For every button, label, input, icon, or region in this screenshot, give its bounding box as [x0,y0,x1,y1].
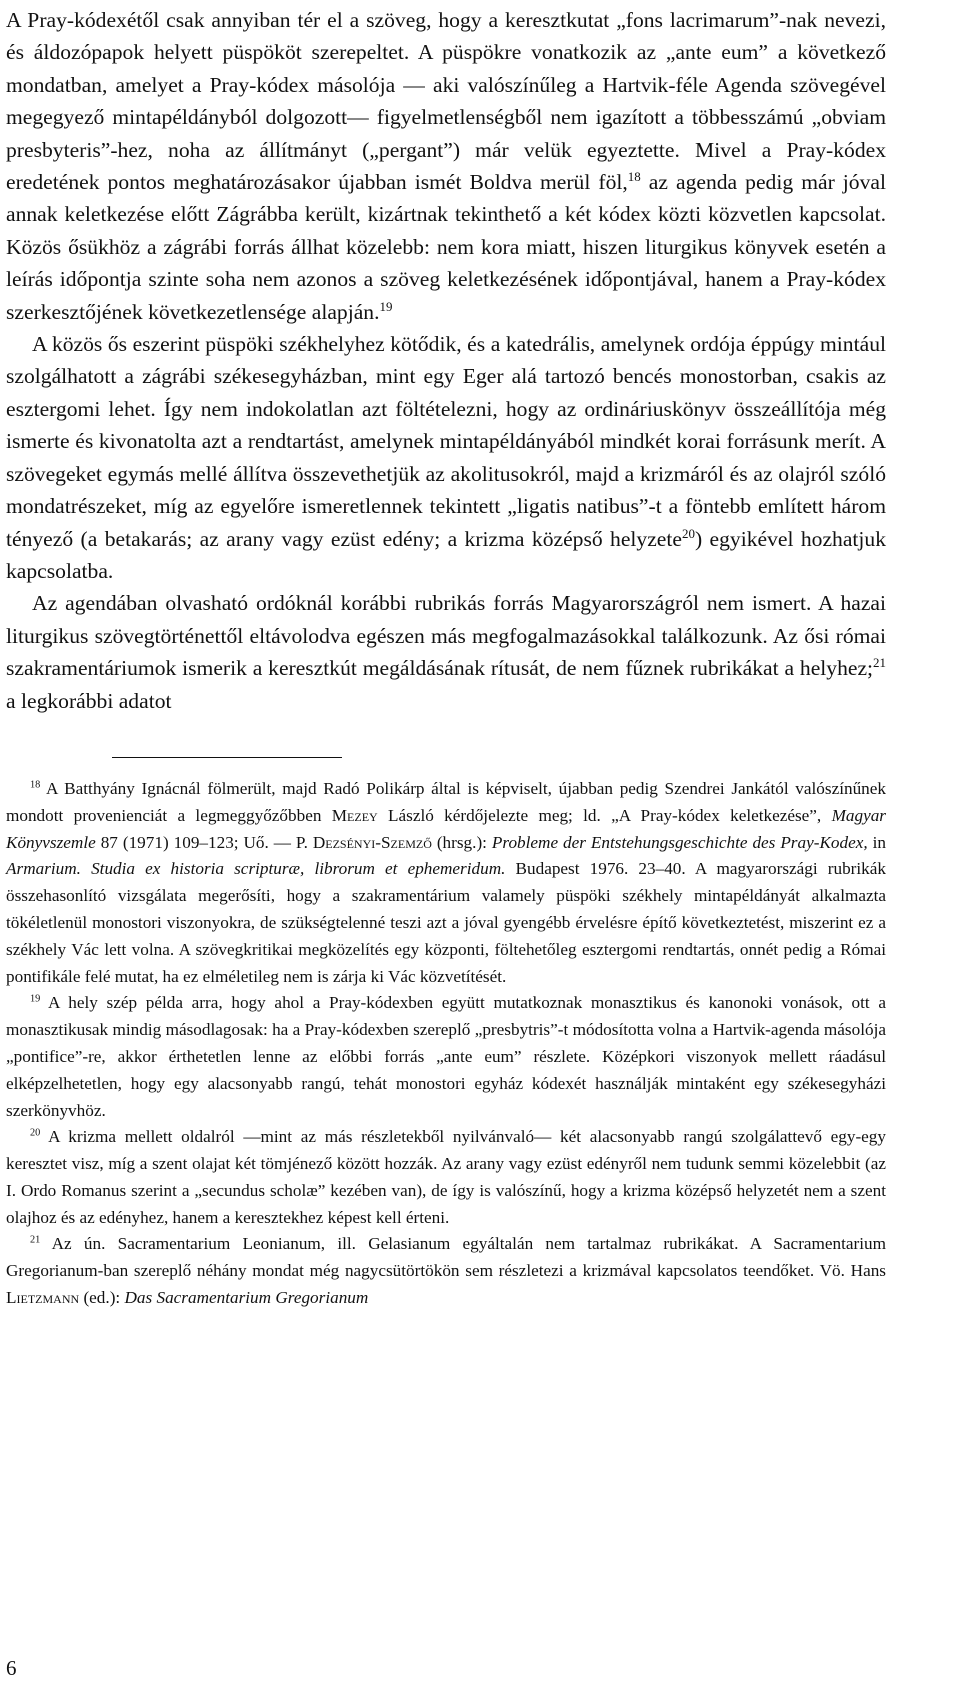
page-number: 6 [6,1656,17,1680]
footnote-18-author-1: Mezey [331,805,378,825]
footnote-number-20: 20 [30,1127,41,1139]
footnote-18-text-c: 87 (1971) 109–123; Uő. — P. [95,832,313,852]
footnote-21-title: Das Sacramentarium Gregorianum [124,1288,369,1308]
paragraph-1-text-a: A Pray-kódexétől csak annyiban tér el a szöveg, hogy a keresztkutat „fons lacrimarum”-nak nevezi, és áldozópapok helyett püspököt szerepeltet. A püspökre vonatkozik az „ante eum” a következő mondatban, amelyet a Pray-kódex másolója — aki valószínűleg a Hartvik-féle Agenda szövegével megegyező mintapéldányból dolgozott— figyelmetlenségből nem igazított a többesszámú „obviam presbyteris”-hez, noha az állítmányt („pergant”) már velük egyeztette. Mivel a Pray-kódex eredetének pontos meghatározásakor újabban ismét Boldva merül föl, [6,8,886,195]
paragraph-3 [6,587,886,717]
paragraph-3-text-b: a legkorábbi adatot [6,688,172,713]
footnote-number-19: 19 [30,993,41,1005]
footnote-18-title-2: Armarium. Studia ex historia scripturæ, librorum et ephemeridum. [6,859,506,879]
paragraph-1-text-b: az agenda pedig már jóval annak keletkezése előtt Zágrábba került, kizártnak tekinthető a két kódex közti közvetlen kapcsolat. Közös ősükhöz a zágrábi forrás állhat közelebb: nem kora miatt, hiszen liturgikus könyvek esetén a leírás időpontja szinte soha nem azonos a szöveg keletkezésének időpontjával, hanem a Pray-kódex szerkesztőjének következetlensége alapján. [6,170,886,324]
footnote-20 [6,1124,886,1231]
paragraph-3-text-a: Az agendában olvasható ordóknál korábbi rubrikás forrás Magyarországról nem ismert. A hazai liturgikus szövegtörténettől eltávolodva egészen más megfogalmazásokkal találkozunk. Az ősi római szakramentáriumok ismerik a keresztkút megáldásának rítusát, de nem fűznek rubrikákat a helyhez; [6,591,886,681]
footnote-19-text: A hely szép példa arra, hogy ahol a Pray-kódexben együtt mutatkoznak monasztikus és kanonoki vonások, ott a monasztikusak mindig másodlagosak: ha a Pray-kódexben szereplő „presbytris”-t módosította volna a Hartvik-agenda másolója „pontifice”-re, akkor érthetetlen lenne az előbbi forrás „ante eum” részlete. Középkori viszonyok mellett ráadásul elképzelhetetlen, hogy egy alacsonyabb rangú, tehát monostori egyház kódexét használják mintaként egy székesegyházi szerkönyvhöz. [6,993,886,1120]
footnote-19 [6,990,886,1124]
footnote-20-text: A krizma mellett oldalról —mint az más részletekből nyilvánvaló— két alacsonyabb rangú szolgálattevő egy-egy keresztet visz, míg a szent olajat két tömjénező között hozzák. Az arany vagy ezüst edényről nem tudunk semmi közelebbit (az I. Ordo Romanus szerint a „secundus scholæ” kezében van), de így is valószínű, hogy a krizma középső helyzetét nem a szent olajhoz és az edényhez, hanem a keresztekhez képest kell érteni. [6,1127,886,1227]
footnote-21-text-b: (ed.): [79,1288,125,1308]
footnote-18-text-d: (hrsg.): [431,832,492,852]
footnote-number-21: 21 [30,1234,41,1246]
paragraph-2-text-a: A közös ős eszerint püspöki székhelyhez kötődik, és a katedrális, amelynek ordója éppúgy mintául szolgálhatott a zágrábi székesegyházban, mint egy Eger alá tartozó bencés monostorban, csakis az esztergomi lehet. Így nem indokolatlan azt föltételezni, hogy az ordináriuskönyv összeállítója még ismerte és kivonatolta azt a rendtartást, amelynek mintapéldányából mindkét korai forrásunk merít. A szövegeket egymás mellé állítva összevethetjük az akolitusokról, majd a krizmáról és az olajról szóló mondatrészeket, míg az egyelőre ismeretlennek tekintett „ligatis natibus”-t a föntebb említett három tényező (a betakarás; az arany vagy ezüst edény; a krizma középső helyzete [6,332,886,551]
footnote-21-author: Lietzmann [6,1288,80,1308]
footnote-18-text-a: A Batthyány Ignácnál fölmerült, majd Radó Polikárp által is képviselt, újabban pedig Szendrei Jankától valószínűnek mondott provenienciát a legmeggyőzőbben [6,778,886,825]
document-page [6,0,886,1312]
paragraph-2-text-b: ) egyikével hozhatjuk kapcsolatba. [6,526,886,583]
footnote-ref-18[interactable]: 18 [627,168,641,184]
footnote-18-text-b: László kérdőjelezte meg; ld. „A Pray-kódex keletkezése”, [377,805,832,825]
footnote-21 [6,1231,886,1311]
footnote-ref-21[interactable]: 21 [873,654,886,670]
footnote-18-title-1: Probleme der Entstehungsgeschichte des Pray-Kodex, [491,832,868,852]
main-text [6,4,886,717]
paragraph-2 [6,328,886,587]
footnote-separator [112,757,342,758]
paragraph-1 [6,4,886,328]
footnote-18-text-f: Budapest 1976. 23–40. A magyarországi rubrikák összehasonlító vizsgálata megerősíti, hogy a szakramentárium valamely püspöki székhely mintapéldányát alkalmazta tökéletlenül monostori viszonyokra, de szükségtelenné teszi azt a jóval gyengébb érvelésre építő következtetést, miszerint ez a székhely Vác lett volna. A szövegkritikai megközelítés egy központi, föltehetőleg esztergomi rendtartás, onnét pedig a Római pontifikále felé mutat, ha ez elméletileg nem is zárja ki Vác közvetítését. [6,859,886,986]
footnote-ref-20[interactable]: 20 [681,525,695,541]
footnote-18-author-2: Dezsényi-Szemző [312,832,432,852]
footnote-18-text-e: in [867,832,886,852]
footnote-ref-19[interactable]: 19 [379,298,393,314]
footnote-18-journal: Magyar Könyvszemle [6,805,886,852]
footnote-18 [6,776,886,990]
footnote-number-18: 18 [30,779,41,791]
footnotes [6,776,886,1312]
footnote-21-text-a: Az ún. Sacramentarium Leonianum, ill. Gelasianum egyáltalán nem tartalmaz rubrikákat. A Sacramentarium Gregorianum-ban szereplő néhány mondat még nagycsütörtökön sem részletezi a krizmával kapcsolatos teendőket. Vö. Hans [6,1234,886,1281]
